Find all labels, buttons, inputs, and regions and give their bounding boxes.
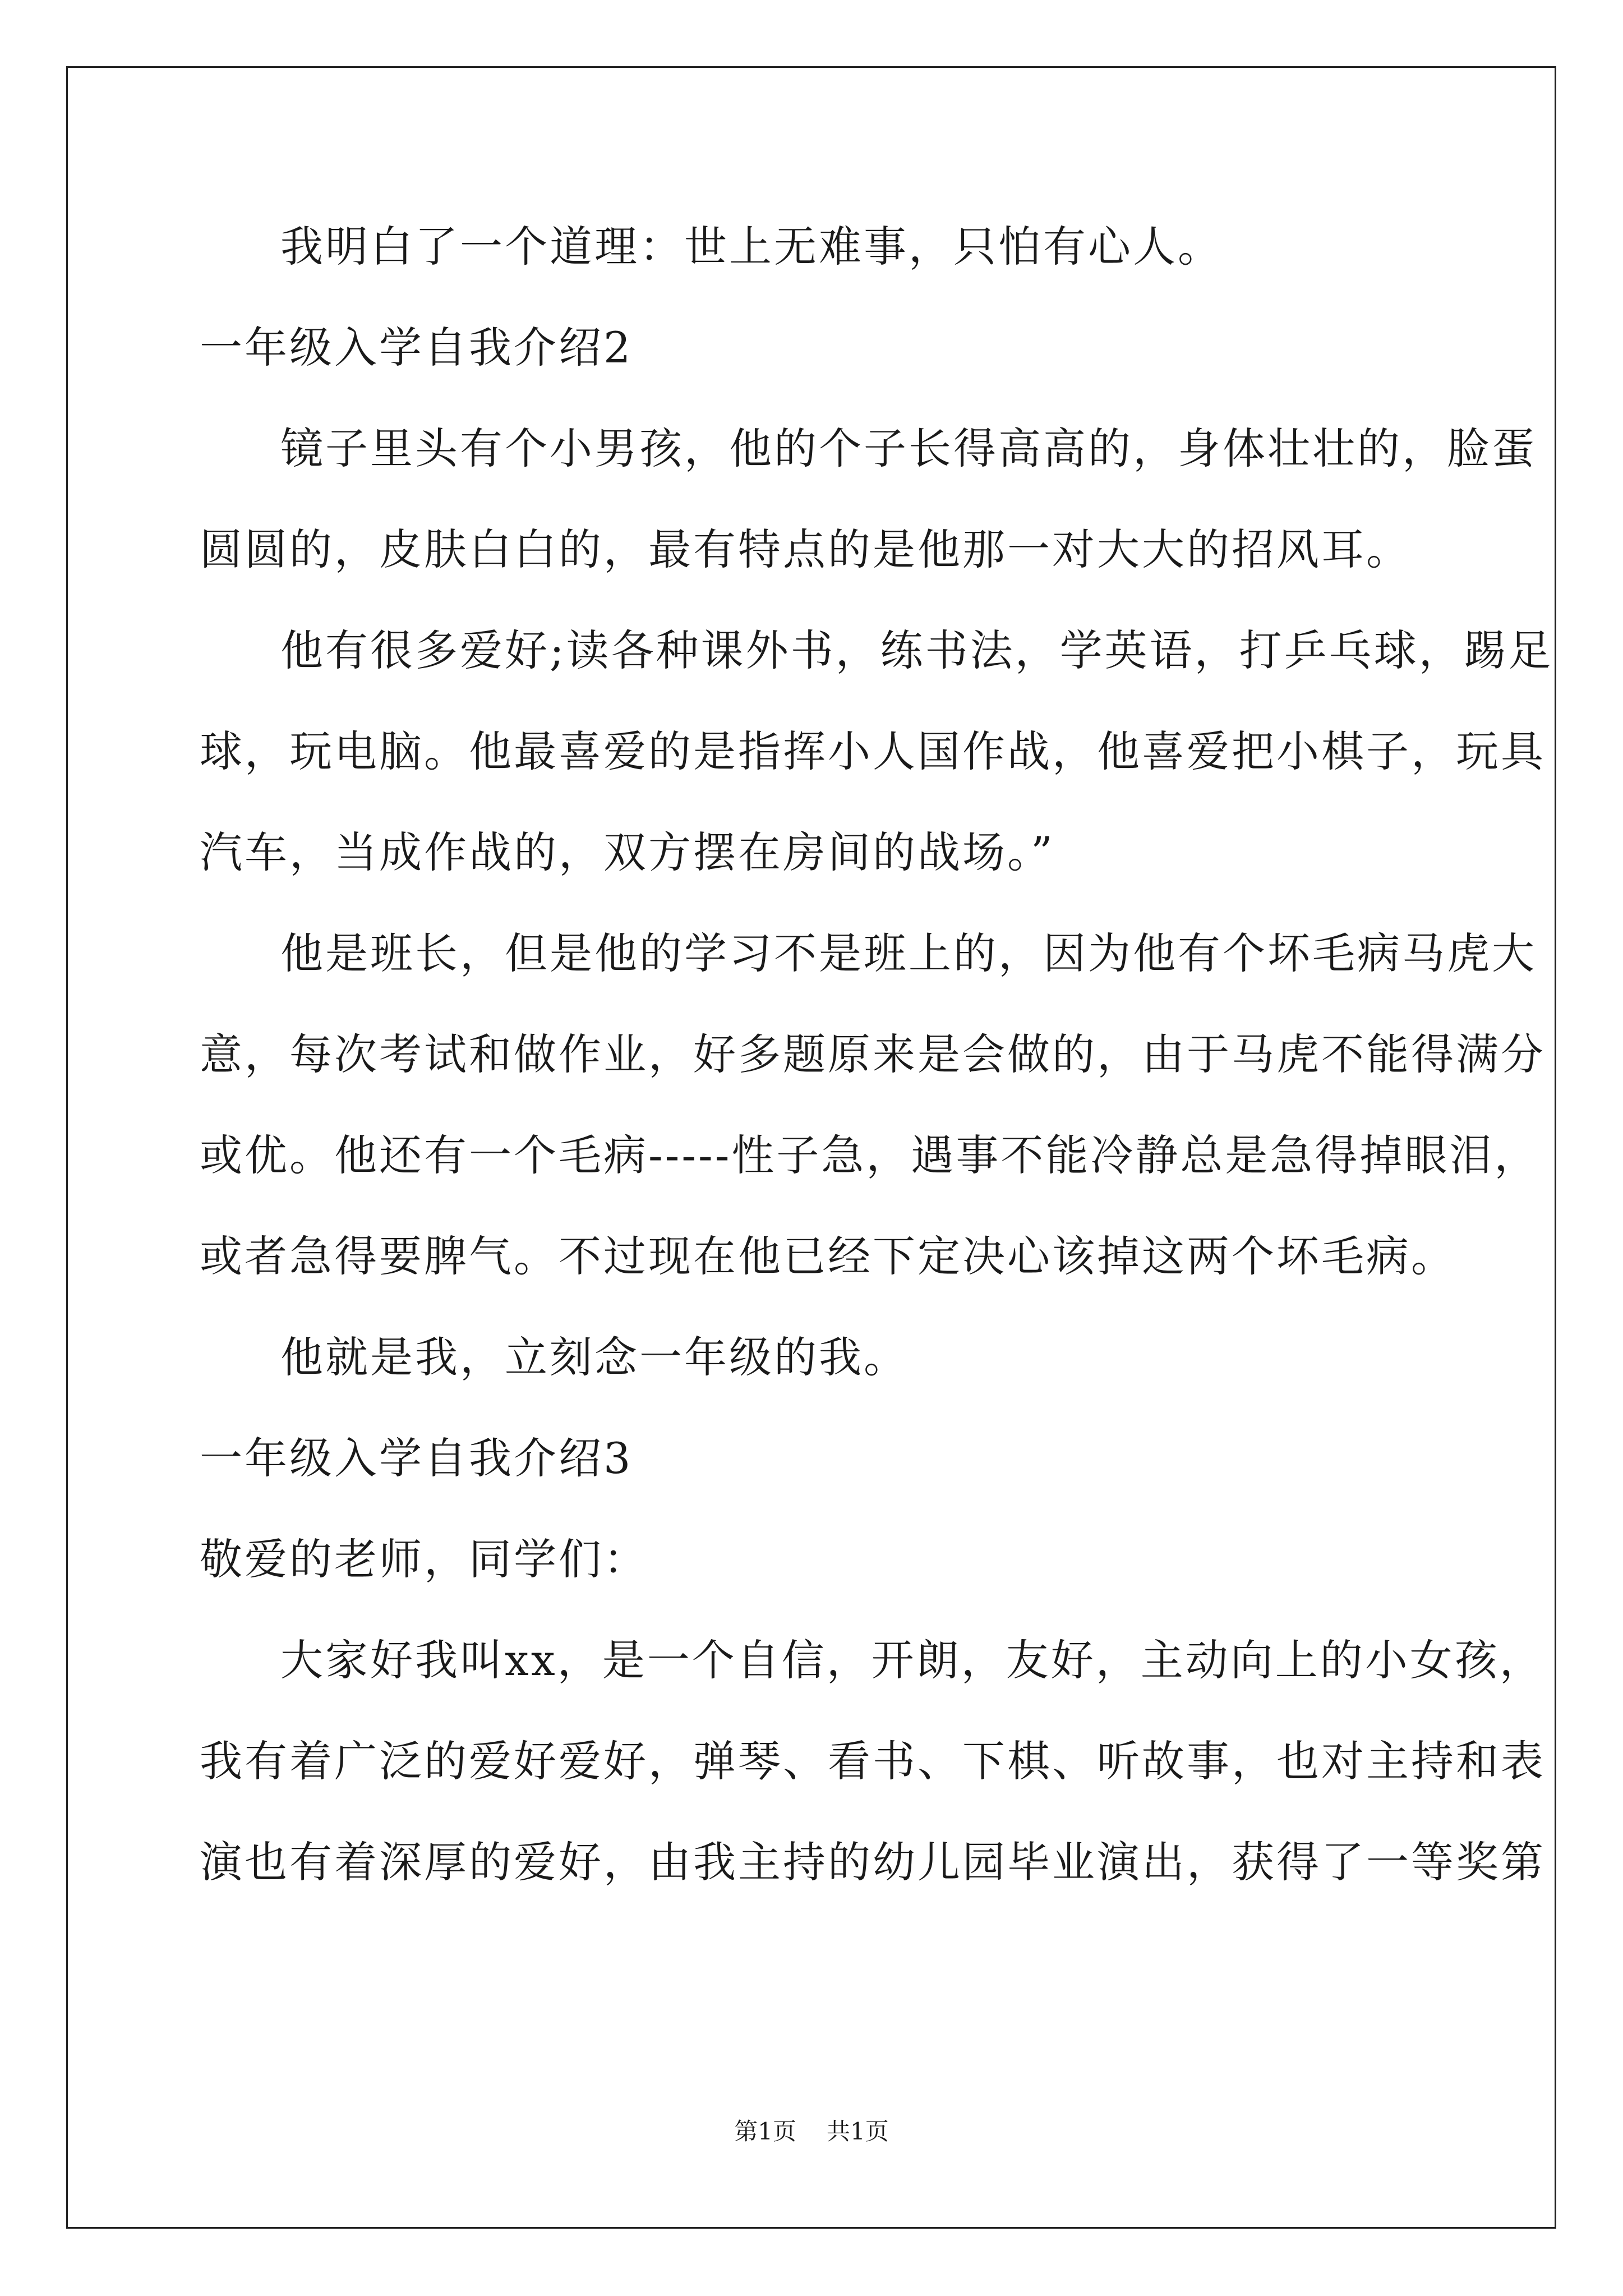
paragraph-line: 意，每次考试和做作业，好多题原来是会做的，由于马虎不能得满分 <box>200 1029 1546 1079</box>
page-number-total: 共1页 <box>827 2118 889 2145</box>
paragraph-line: 大家好我叫xx，是一个自信，开朗，友好，主动向上的小女孩， <box>280 1635 1544 1685</box>
paragraph-line: 我明白了一个道理：世上无难事，只怕有心人。 <box>280 222 1223 272</box>
section-heading: 一年级入学自我介绍3 <box>200 1433 633 1483</box>
paragraph-line: 镜子里头有个小男孩，他的个子长得高高的，身体壮壮的，脸蛋 <box>280 424 1537 473</box>
paragraph-line: 圆圆的，皮肤白白的，最有特点的是他那一对大大的招风耳。 <box>200 524 1411 574</box>
page-footer <box>0 2115 1623 2148</box>
paragraph-line: 演也有着深厚的爱好，由我主持的幼儿园毕业演出，获得了一等奖第 <box>200 1837 1546 1887</box>
paragraph-line: 我有着广泛的爱好爱好，弹琴、看书、下棋、听故事，也对主持和表 <box>200 1736 1546 1786</box>
section-heading: 一年级入学自我介绍2 <box>200 323 633 372</box>
paragraph-line: 汽车，当成作战的，双方摆在房间的战场。” <box>200 827 1055 877</box>
paragraph-line: 他是班长，但是他的学习不是班上的，因为他有个坏毛病马虎大 <box>280 928 1537 978</box>
paragraph-line: 他就是我，立刻念一年级的我。 <box>280 1332 909 1382</box>
paragraph-line: 或优。他还有一个毛病-----性子急，遇事不能冷静总是急得掉眼泪， <box>200 1130 1539 1180</box>
paragraph-line: 球，玩电脑。他最喜爱的是指挥小人国作战，他喜爱把小棋子，玩具 <box>200 726 1546 776</box>
paragraph-line: 他有很多爱好;读各种课外书，练书法，学英语，打乒乓球，踢足 <box>280 625 1553 675</box>
page-number-current: 第1页 <box>734 2118 796 2145</box>
paragraph-line: 或者急得要脾气。不过现在他已经下定决心该掉这两个坏毛病。 <box>200 1231 1456 1281</box>
salutation-line: 敬爱的老师，同学们： <box>200 1534 648 1584</box>
